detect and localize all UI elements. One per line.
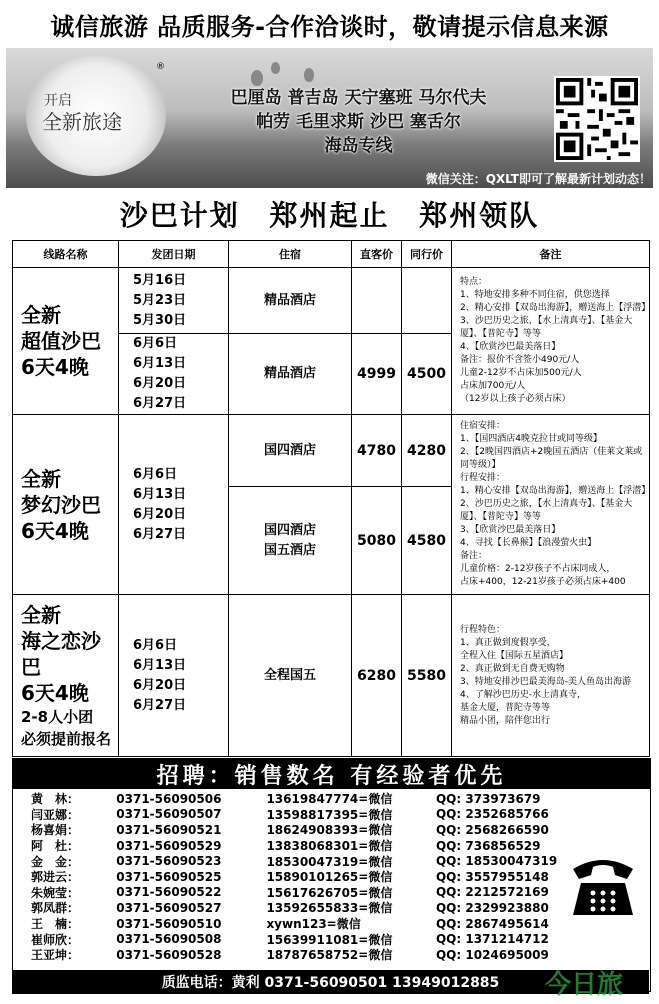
- note-line: 儿童价格：2-12岁孩子不占床同成人，: [460, 564, 616, 574]
- contact-name: 王 楠：: [31, 917, 80, 932]
- direct-price: [352, 268, 402, 334]
- destinations-line2: 帕劳 毛里求斯 沙巴 塞舌尔: [256, 112, 461, 132]
- contact-mobile: 18624908393=微信: [266, 823, 393, 838]
- departure-date: 6月20日: [133, 506, 187, 522]
- note-line: 住宿安排：: [460, 421, 506, 431]
- departure-date: 6月20日: [133, 376, 187, 391]
- note-line: 3、特地安排沙巴最美海岛-美人鱼岛出海游: [460, 676, 631, 687]
- note-line: 2、沙巴历史之旅，【水上清真寺】、【基金大: [460, 499, 633, 509]
- peer-price: 4500: [402, 334, 452, 415]
- contact-mobile: 15617626705=微信: [266, 885, 393, 900]
- contact-qq: QQ: 2352685766: [435, 807, 549, 822]
- peer-price: [402, 268, 452, 334]
- logo-registered-mark: ®: [156, 62, 165, 72]
- contact-qq: QQ: 1024695009: [435, 947, 549, 962]
- table-row: [13, 595, 650, 757]
- note-line: 占床加700元/人: [460, 381, 526, 391]
- note-line: 2、真正做到无自费无购物: [460, 663, 565, 674]
- column-header: 住宿: [229, 241, 352, 268]
- contact-mobile: 13838068301=微信: [266, 839, 393, 854]
- departure-date: 6月27日: [133, 526, 187, 542]
- note-line: 占床+400，12-21岁孩子必须占床+400: [460, 577, 626, 587]
- departure-date: 5月23日: [133, 292, 187, 308]
- peer-price: 5580: [402, 595, 452, 757]
- contact-qq: QQ: 1371214712: [435, 932, 549, 947]
- contact-name: 阿 杜：: [31, 839, 80, 854]
- note-line: 备注：: [460, 551, 488, 561]
- contact-qq: QQ: 2867495614: [435, 916, 549, 931]
- note-line: 厦】、【普陀寺】等等: [460, 329, 542, 339]
- note-line: 行程安排：: [460, 473, 506, 483]
- note-line: 4、【欣赏沙巴最美落日】: [460, 342, 561, 352]
- logo-line2: 全新旅途: [42, 110, 122, 134]
- contact-tel: 0371-56090528: [116, 947, 222, 962]
- hotel: 精品酒店: [229, 268, 352, 334]
- wechat-follow-text: 微信关注：QXLT即可了解最新计划动态！: [425, 172, 651, 186]
- departure-dates: [119, 415, 229, 595]
- route-name-line: 全新: [21, 466, 61, 491]
- note-line: 特点：: [460, 277, 488, 287]
- direct-price: 4780: [352, 415, 402, 487]
- route-notes: [452, 595, 650, 757]
- contact-name: 郭凤群：: [31, 901, 80, 916]
- contact-qq: QQ: 18530047319: [435, 854, 558, 869]
- contact-tel: 0371-56090525: [116, 869, 222, 884]
- column-header: 发团日期: [119, 241, 229, 268]
- note-line: 1、精心安排【双岛出海游】，赠送海上【浮潜】: [460, 486, 651, 496]
- contact-mobile: 15890101265=微信: [266, 870, 393, 885]
- contact-tel: 0371-56090529: [116, 838, 222, 853]
- destinations-line1: 巴厘岛 普吉岛 天宁塞班 马尔代夫: [230, 88, 487, 108]
- contact-qq: QQ: 736856529: [435, 838, 541, 853]
- contact-qq: QQ: 2568266590: [435, 822, 549, 837]
- note-line: 儿童2-12岁不占床加500元/人: [460, 368, 582, 378]
- itinerary-table: [12, 240, 650, 757]
- note-line: 行程特色：: [460, 624, 506, 635]
- departure-date: 5月16日: [133, 272, 187, 288]
- table-header-row: [13, 241, 650, 268]
- hotel: [229, 487, 352, 595]
- contact-tel: 0371-56090510: [116, 916, 222, 931]
- destinations-line3: 海岛专线: [324, 136, 393, 156]
- contact-mobile: xywn123=微信: [266, 917, 361, 932]
- contact-mobile: 18530047319=微信: [266, 854, 393, 869]
- departure-date: 6月6日: [133, 637, 178, 653]
- contact-row: [31, 885, 591, 901]
- contact-name: 黄 林：: [31, 792, 80, 807]
- route-notes: [452, 268, 650, 415]
- table-row: [13, 268, 650, 334]
- note-line: 3、沙巴历史之旅，【水上清真寺】、【基金大: [460, 316, 633, 326]
- contact-tel: 0371-56090523: [116, 854, 222, 869]
- note-line: 4、了解沙巴历史-水上清真寺，: [460, 689, 586, 700]
- contact-row: [31, 869, 591, 885]
- departure-dates: [119, 334, 229, 415]
- contact-name: 金 金：: [31, 854, 80, 869]
- route-notes: [452, 415, 650, 595]
- note-line: 3、【欣赏沙巴最美落日】: [460, 525, 561, 535]
- hotel: 精品酒店: [229, 334, 352, 415]
- balloon-icon: [271, 62, 280, 74]
- note-line: 1、特地安排多种不同住宿，供您选择: [460, 290, 610, 300]
- contact-tel: 0371-56090507: [116, 807, 222, 822]
- note-line: （12岁以上孩子必须占床）: [460, 394, 571, 404]
- route-name-line: 6天4晚: [21, 680, 89, 705]
- contact-name: 王亚坤：: [31, 948, 80, 963]
- departure-dates: [119, 268, 229, 334]
- note-line: 基金大厦，普陀寺等等: [460, 702, 551, 713]
- contact-qq: QQ: 2212572169: [435, 885, 549, 900]
- column-header: 线路名称: [13, 241, 119, 268]
- departure-date: 6月27日: [133, 396, 187, 411]
- route-name-line: 必须提前报名: [21, 729, 112, 748]
- contact-qq: QQ: 2329923880: [435, 900, 549, 915]
- departure-date: 6月20日: [133, 677, 187, 693]
- contact-row: [31, 838, 591, 854]
- quality-supervision-phone: 质监电话：黄利 0371-56090501 13949012885: [12, 970, 649, 994]
- logo-line1: 开启: [44, 93, 72, 109]
- contact-tel: 0371-56090506: [116, 791, 222, 806]
- contact-name: 闫亚娜：: [31, 807, 80, 822]
- contact-row: [31, 822, 591, 838]
- contact-row: [31, 853, 591, 869]
- note-line: 同等级）】: [460, 460, 501, 470]
- destination-list: [186, 86, 531, 158]
- direct-price: 6280: [352, 595, 402, 757]
- contact-tel: 0371-56090527: [116, 900, 222, 915]
- column-header: 同行价: [402, 241, 452, 268]
- contact-tel: 0371-56090522: [116, 885, 222, 900]
- note-line: 4、寻找【长鼻猴】【浪漫萤火虫】: [460, 538, 597, 548]
- direct-price: 5080: [352, 487, 402, 595]
- contact-row: [31, 931, 591, 947]
- note-line: 备注：报价不含签小490元/人: [460, 355, 580, 365]
- note-line: 1、【国四酒店4晚克拉甘或同等级】: [460, 434, 602, 444]
- departure-date: 6月13日: [133, 657, 187, 673]
- route-name: [13, 595, 119, 757]
- departure-date: 6月27日: [133, 697, 187, 713]
- contact-row: [31, 900, 591, 916]
- plan-title: 沙巴计划 郑州起止 郑州领队: [119, 199, 540, 232]
- route-name: [13, 415, 119, 595]
- contact-row: [31, 916, 591, 932]
- note-line: 2、【2晚国四酒店+2晚国五酒店（佳莱文莱或: [460, 447, 643, 457]
- balloon-icon: [251, 70, 263, 86]
- contact-qq: QQ: 373973679: [435, 791, 541, 806]
- note-line: 精品小团，陪伴您出行: [460, 715, 551, 726]
- contact-name: 杨喜娟：: [31, 823, 80, 838]
- contact-row: [31, 947, 591, 963]
- contact-mobile: 13598817395=微信: [266, 807, 393, 822]
- departure-date: 6月6日: [133, 336, 178, 351]
- contact-mobile: 15639911081=微信: [266, 932, 393, 947]
- hotel-line: 国四酒店: [263, 522, 316, 538]
- route-name-line: 6天4晚: [21, 355, 89, 379]
- peer-price: 4280: [402, 415, 452, 487]
- route-name-line: 6天4晚: [21, 518, 89, 543]
- route-name-line: 超值沙巴: [21, 329, 101, 353]
- contact-row: [31, 791, 591, 807]
- balloon-icon: [304, 68, 314, 82]
- hotel-line: 国五酒店: [263, 542, 316, 558]
- route-name: [13, 268, 119, 415]
- contact-row: [31, 807, 591, 823]
- contact-qq: QQ: 3557955148: [435, 869, 549, 884]
- recruitment-section: [12, 758, 651, 992]
- recruitment-title: 招聘：销售数名 有经验者优先: [13, 759, 650, 789]
- note-line: 2、精心安排【双岛出海游】，赠送海上【浮潜】: [460, 303, 651, 313]
- direct-price: 4999: [352, 334, 402, 415]
- departure-date: 6月13日: [133, 486, 187, 502]
- route-name-line: 全新: [21, 602, 61, 627]
- contact-name: 郭进云：: [31, 870, 80, 885]
- contact-name: 崔师欣：: [31, 932, 80, 947]
- contact-mobile: 13619847774=微信: [266, 792, 393, 807]
- departure-date: 5月30日: [133, 312, 187, 328]
- telephone-icon: [567, 849, 639, 921]
- contact-mobile: 18787658752=微信: [266, 948, 393, 963]
- hotel: 国四酒店: [229, 415, 352, 487]
- contact-mobile: 13592655833=微信: [266, 901, 393, 916]
- header-slogan: 诚信旅游 品质服务-合作洽谈时，敬请提示信息来源: [50, 12, 609, 41]
- route-name-line: 梦幻沙巴: [21, 492, 101, 517]
- watermark-logo: 今日旅: [545, 970, 624, 1000]
- column-header: 直客价: [352, 241, 402, 268]
- route-name-line: 全新: [21, 303, 61, 327]
- peer-price: 4580: [402, 487, 452, 595]
- route-name-line: 2-8人小团: [21, 707, 94, 726]
- contact-list: [31, 791, 591, 963]
- contact-tel: 0371-56090508: [116, 932, 222, 947]
- contact-tel: 0371-56090521: [116, 822, 222, 837]
- note-line: 1、真正做到度假享受，: [460, 637, 556, 648]
- table-row: [13, 415, 650, 487]
- qr-code-icon: [554, 76, 640, 162]
- route-name-line: 海之恋沙巴: [21, 628, 101, 679]
- hotel: 全程国五: [229, 595, 352, 757]
- column-header: 备注: [452, 241, 650, 268]
- contact-name: 朱婉莹：: [31, 885, 80, 900]
- banner: [6, 48, 653, 188]
- departure-date: 6月13日: [133, 356, 187, 371]
- note-line: 厦】、【普陀寺】等等: [460, 512, 542, 522]
- note-line: 全程入住【国际五星酒店】: [460, 650, 569, 661]
- departure-dates: [119, 595, 229, 757]
- departure-date: 6月6日: [133, 466, 178, 482]
